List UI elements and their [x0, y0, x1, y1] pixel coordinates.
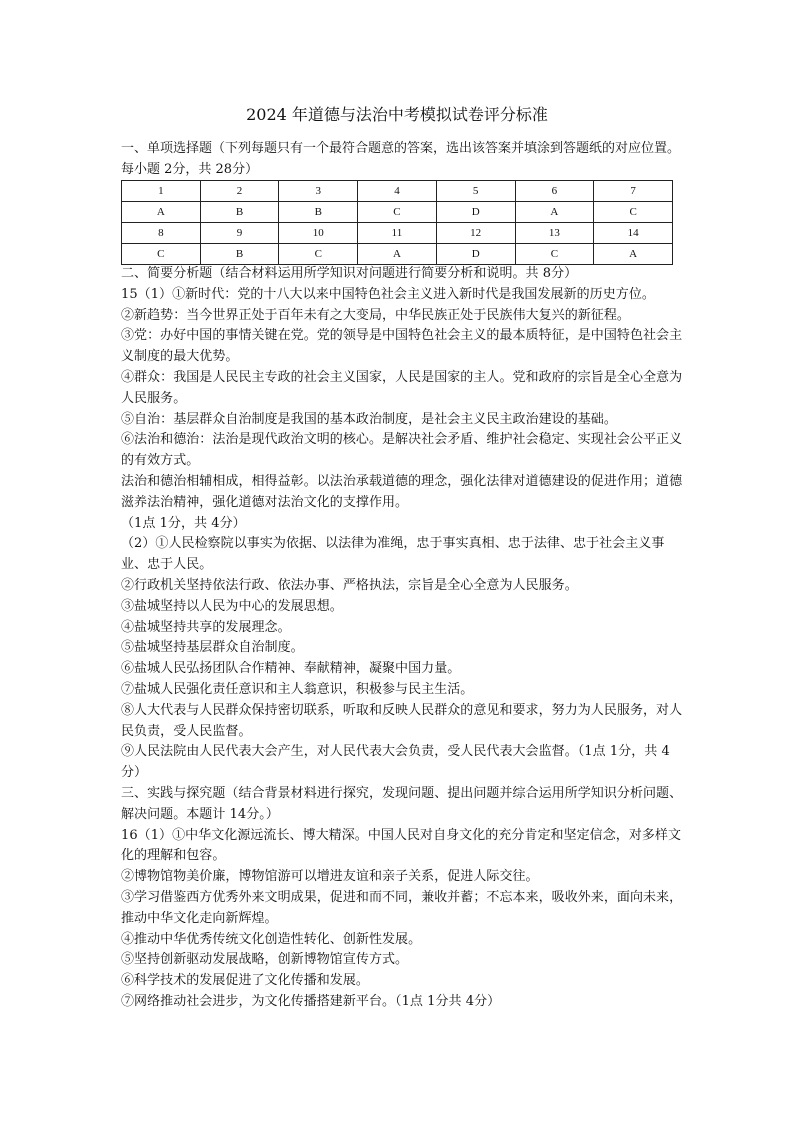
question-number-row	[122, 181, 673, 202]
answer-paragraph: ④群众：我国是人民民主专政的社会主义国家，人民是国家的主人。党和政府的宗旨是全心全意为人民服务。	[121, 369, 683, 406]
answer-paragraph: ③学习借鉴西方优秀外来文明成果，促进和而不同，兼收并蓄；不忘本来，吸收外来，面向未来，推动中华文化走向新辉煌。	[121, 889, 683, 926]
answer-cell: B	[279, 202, 358, 223]
answer-paragraph: （1点 1分，共 4分）	[121, 515, 246, 531]
answer-paragraph: 三、实践与探究题（结合背景材料进行探究，发现问题、提出问题并综合运用所学知识分析问题、解决问题。本题计 14分。）	[121, 785, 683, 822]
answer-row	[122, 202, 673, 223]
answer-paragraph: 15（1）①新时代：党的十八大以来中国特色社会主义进入新时代是我国发展新的历史方位。	[121, 286, 655, 302]
answer-paragraph: ②博物馆物美价廉，博物馆游可以增进友谊和亲子关系，促进人际交往。	[121, 869, 539, 885]
answer-cell: A	[122, 202, 201, 223]
answer-paragraph: ③党：办好中国的事情关键在党。党的领导是中国特色社会主义的最本质特征，是中国特色社会主义制度的最大优势。	[121, 328, 683, 365]
document-title: 2024 年道德与法治中考模拟试卷评分标准	[246, 105, 548, 124]
answer-paragraph: （2）①人民检察院以事实为依据、以法律为准绳，忠于事实真相、忠于法律、忠于社会主义事业、忠于人民。	[121, 536, 665, 573]
question-number-cell: 6	[515, 181, 594, 202]
answer-cell: A	[358, 244, 437, 265]
answer-paragraph: ④盐城坚持共享的发展理念。	[121, 619, 291, 635]
answer-paragraph: ③盐城坚持以人民为中心的发展思想。	[121, 598, 343, 614]
question-number-cell: 11	[358, 223, 437, 244]
answer-paragraph: ⑦盐城人民强化责任意识和主人翁意识，积极参与民主生活。	[121, 681, 474, 697]
answer-cell: D	[436, 244, 515, 265]
answer-cell: C	[279, 244, 358, 265]
answer-paragraph: ⑨人民法院由人民代表大会产生，对人民代表大会负责，受人民代表大会监督。（1点 1分，共 4分）	[121, 744, 670, 781]
question-number-cell: 9	[200, 223, 279, 244]
question-number-row	[122, 223, 673, 244]
answer-paragraph: ⑤盐城坚持基层群众自治制度。	[121, 640, 304, 656]
answer-cell: A	[594, 244, 673, 265]
answer-paragraph: ⑤坚持创新驱动发展战略，创新博物馆宣传方式。	[121, 952, 409, 968]
answer-paragraph: ⑥科学技术的发展促进了文化传播和发展。	[121, 973, 369, 989]
answer-cell: D	[436, 202, 515, 223]
answer-paragraph: ⑦网络推动社会进步，为文化传播搭建新平台。（1点 1分共 4分）	[121, 993, 501, 1009]
answer-cell: C	[515, 244, 594, 265]
answer-paragraph: 16（1）①中华文化源远流长、博大精深。中国人民对自身文化的充分肯定和坚定信念，对多样文化的理解和包容。	[121, 827, 682, 864]
answer-cell: B	[200, 202, 279, 223]
answer-paragraph: ②行政机关坚持依法行政、依法办事、严格执法，宗旨是全心全意为人民服务。	[121, 577, 578, 593]
section1-heading: 一、单项选择题（下列每题只有一个最符合题意的答案，选出该答案并填涂到答题纸的对应位置。每小题 2分，共 28分）	[121, 141, 681, 177]
question-number-cell: 3	[279, 181, 358, 202]
question-number-cell: 4	[358, 181, 437, 202]
question-number-cell: 14	[594, 223, 673, 244]
question-number-cell: 2	[200, 181, 279, 202]
answer-cell: B	[200, 244, 279, 265]
answer-paragraph: ⑥法治和德治：法治是现代政治文明的核心。是解决社会矛盾、维护社会稳定、实现社会公平正义的有效方式。	[121, 432, 683, 469]
answer-cell: C	[594, 202, 673, 223]
answer-table	[121, 180, 673, 265]
answer-row	[122, 244, 673, 265]
answer-paragraph: ⑤自治：基层群众自治制度是我国的基本政治制度，是社会主义民主政治建设的基础。	[121, 411, 617, 427]
answer-paragraph: ⑧人大代表与人民群众保持密切联系，听取和反映人民群众的意见和要求，努力为人民服务，对人民负责，受人民监督。	[121, 702, 683, 739]
answer-paragraph: 法治和德治相辅相成，相得益彰。以法治承载道德的理念，强化法律对道德建设的促进作用；道德滋养法治精神，强化道德对法治文化的支撑作用。	[121, 473, 683, 510]
answer-paragraph: ②新趋势：当今世界正处于百年未有之大变局，中华民族正处于民族伟大复兴的新征程。	[121, 307, 630, 323]
answer-body-text	[121, 264, 687, 1013]
answer-cell: C	[358, 202, 437, 223]
answer-paragraph: ④推动中华优秀传统文化创造性转化、创新性发展。	[121, 931, 422, 947]
answer-cell: A	[515, 202, 594, 223]
question-number-cell: 13	[515, 223, 594, 244]
answer-paragraph: 二、简要分析题（结合材料运用所学知识对问题进行简要分析和说明。共 8分）	[121, 266, 578, 281]
question-number-cell: 1	[122, 181, 201, 202]
question-number-cell: 5	[436, 181, 515, 202]
answer-cell: C	[122, 244, 201, 265]
question-number-cell: 8	[122, 223, 201, 244]
question-number-cell: 10	[279, 223, 358, 244]
question-number-cell: 12	[436, 223, 515, 244]
answer-paragraph: ⑥盐城人民弘扬团队合作精神、奉献精神，凝聚中国力量。	[121, 661, 461, 677]
question-number-cell: 7	[594, 181, 673, 202]
